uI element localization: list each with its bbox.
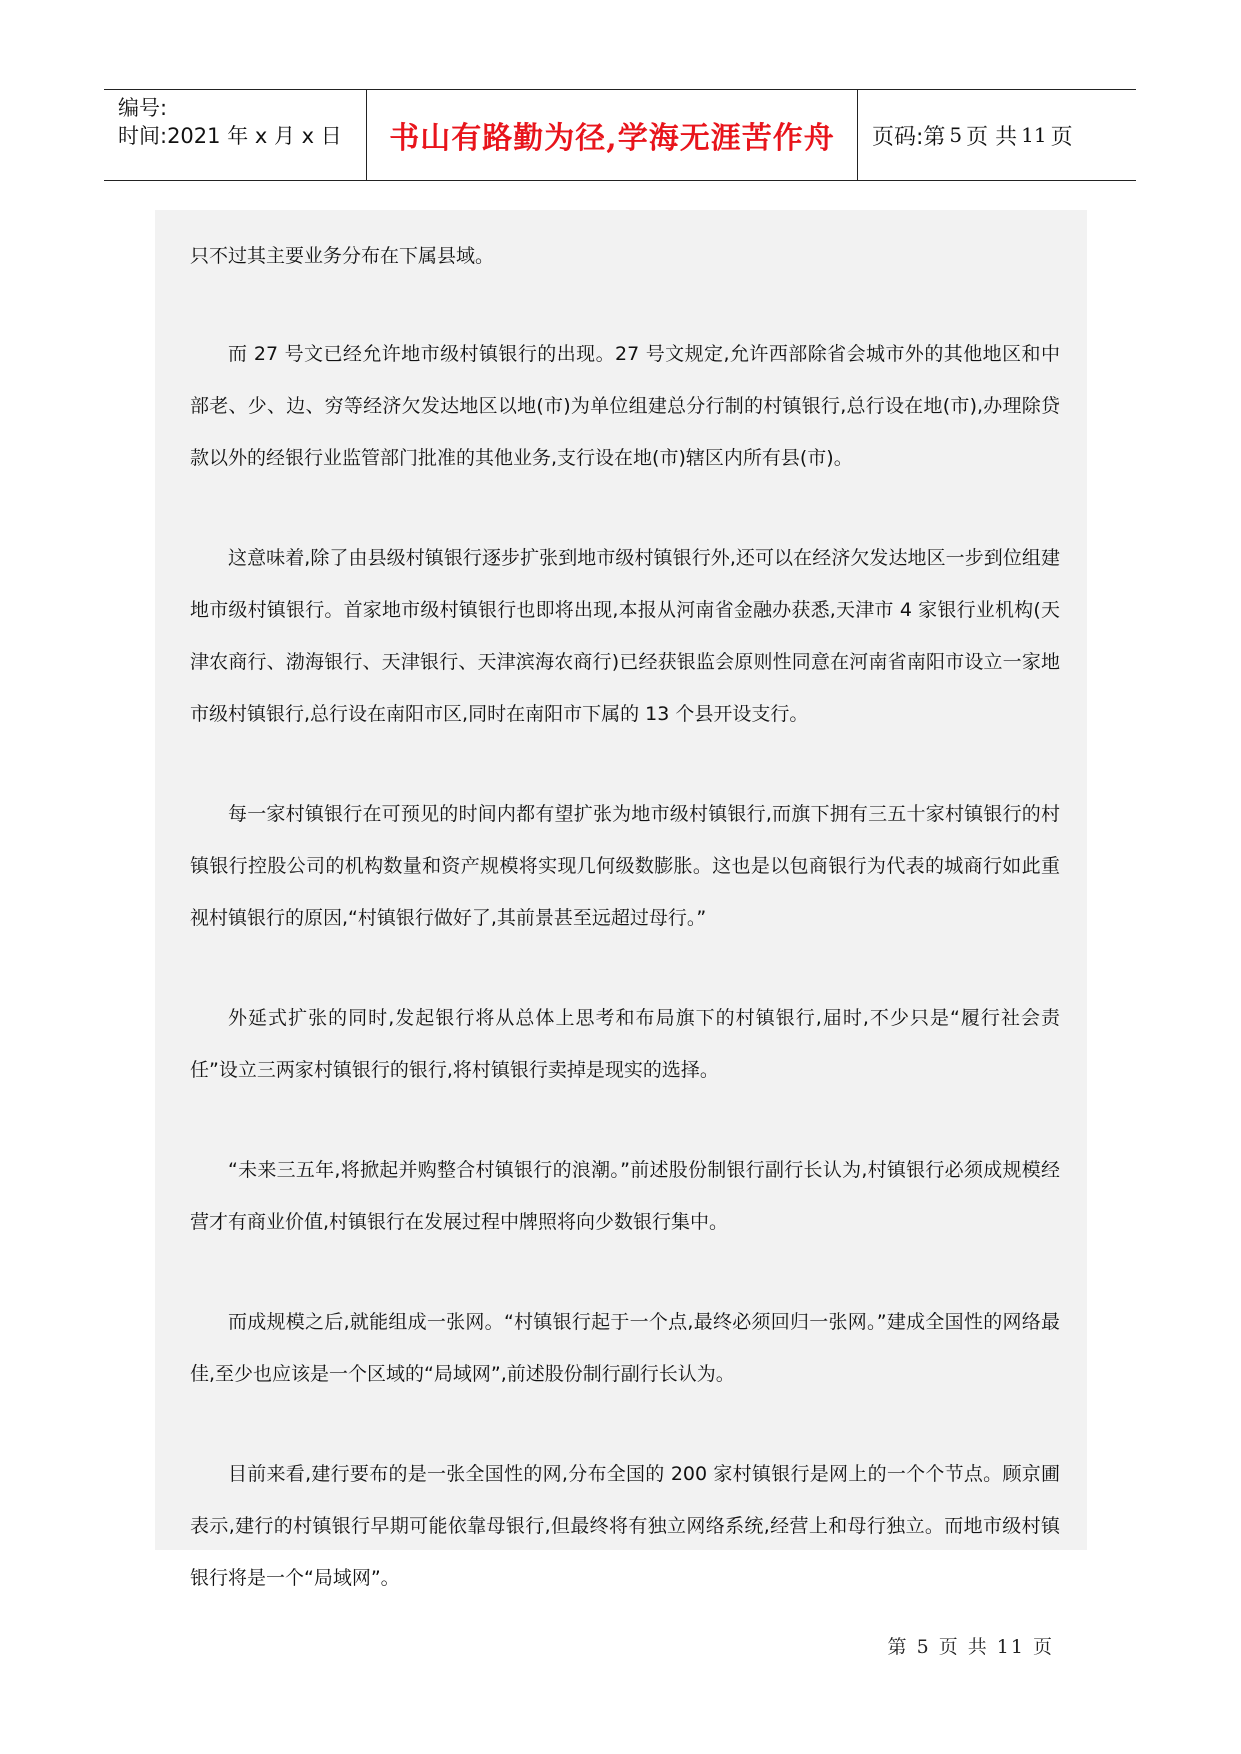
- page-suffix: 页: [1050, 124, 1073, 150]
- content-panel: [155, 210, 1087, 1589]
- page-prefix: 页码:第: [872, 124, 946, 150]
- paragraph-2: 而 27 号文已经允许地市级村镇银行的出现。27 号文规定,允许西部除省会城市外的其他地区和中部老、少、边、穷等经济欠发达地区以地(市)为单位组建总分行制的村镇银行,总行设在地(市),办理除贷款以外的经银行业监管部门批准的其他业务,支行设在地(市)辖区内所有县(市)。: [190, 343, 1060, 469]
- header-motto-cell: [367, 90, 858, 180]
- document-time-label: 时间:2021 年 x 月 x 日: [118, 124, 342, 148]
- paragraph-7: 而成规模之后,就能组成一张网。“村镇银行起于一个点,最终必须回归一张网。”建成全国性的网络最佳,至少也应该是一个区域的“局域网”,前述股份制行副行长认为。: [190, 1311, 1060, 1385]
- paragraph-4: 每一家村镇银行在可预见的时间内都有望扩张为地市级村镇银行,而旗下拥有三五十家村镇银行的村镇银行控股公司的机构数量和资产规模将实现几何级数膨胀。这也是以包商银行为代表的城商行如此重视村镇银行的原因,“村镇银行做好了,其前景甚至远超过母行。”: [190, 803, 1060, 929]
- page-header: [104, 89, 1136, 181]
- header-meta-cell: [104, 90, 367, 180]
- page-middle: 页 共: [966, 124, 1018, 150]
- header-page-cell: [858, 90, 1136, 180]
- document-number-label: 编号:: [118, 96, 168, 120]
- page-current-number: 5: [949, 123, 963, 147]
- page-total-number: 11: [1021, 123, 1047, 147]
- paragraph-6: “未来三五年,将掀起并购整合村镇银行的浪潮。”前述股份制银行副行长认为,村镇银行必须成规模经营才有商业价值,村镇银行在发展过程中牌照将向少数银行集中。: [190, 1159, 1060, 1233]
- paragraph-1: 只不过其主要业务分布在下属县域。: [190, 245, 495, 267]
- paragraph-8: 目前来看,建行要布的是一张全国性的网,分布全国的 200 家村镇银行是网上的一个个节点。顾京圃表示,建行的村镇银行早期可能依靠母银行,但最终将有独立网络系统,经营上和母行独立。而地市级村镇银行将是一个“局域网”。: [190, 1463, 1060, 1589]
- header-motto: 书山有路勤为径,学海无涯苦作舟: [389, 121, 835, 156]
- paragraph-5: 外延式扩张的同时,发起银行将从总体上思考和布局旗下的村镇银行,届时,不少只是“履行社会责任”设立三两家村镇银行的银行,将村镇银行卖掉是现实的选择。: [190, 1007, 1060, 1081]
- paragraph-3: 这意味着,除了由县级村镇银行逐步扩张到地市级村镇银行外,还可以在经济欠发达地区一步到位组建地市级村镇银行。首家地市级村镇银行也即将出现,本报从河南省金融办获悉,天津市 4 家银行业机构(天津农商行、渤海银行、天津银行、天津滨海农商行)已经获银监会原则性同意在河南省南阳市设立一家地市级村镇银行,总行设在南阳市区,同时在南阳市下属的 13 个县开设支行。: [190, 547, 1060, 725]
- page-footer: 第 5 页 共 11 页: [887, 1636, 1054, 1658]
